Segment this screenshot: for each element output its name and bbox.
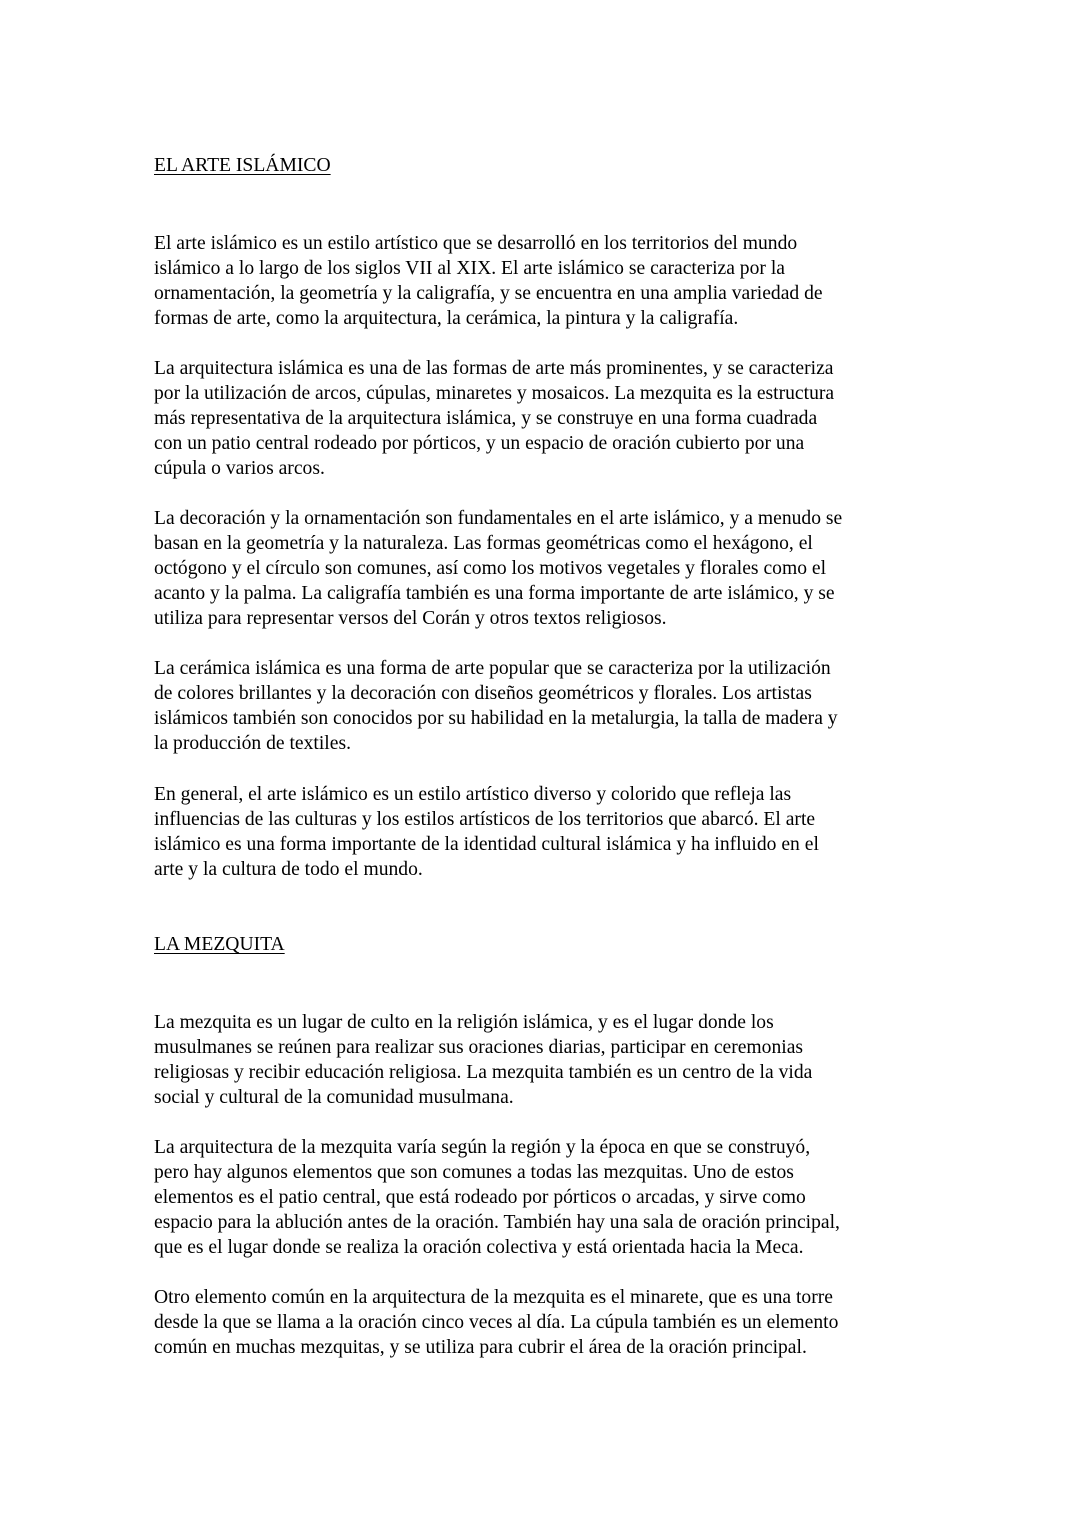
text-line: influencias de las culturas y los estilos artísticos de los territorios que abarcó. El arte [154,809,816,830]
text-line: con un patio central rodeado por pórticos, y un espacio de oración cubierto por una [154,433,805,454]
paragraph [154,656,838,756]
text-line: islámico a lo largo de los siglos VII al XIX. El arte islámico se caracteriza por la [154,258,785,279]
text-line: arte y la cultura de todo el mundo. [154,859,423,880]
text-line: ornamentación, la geometría y la caligrafía, y se encuentra en una amplia variedad de [154,283,823,304]
text-line: por la utilización de arcos, cúpulas, minaretes y mosaicos. La mezquita es la estructura [154,383,835,404]
text-line: islámico es una forma importante de la identidad cultural islámica y ha influido en el [154,834,819,855]
text-line: religiosas y recibir educación religiosa. La mezquita también es un centro de la vida [154,1062,813,1083]
paragraph [154,231,823,331]
paragraph [154,1010,812,1110]
text-line: utiliza para representar versos del Corán y otros textos religiosos. [154,608,667,629]
paragraph [154,1285,838,1360]
text-line: Otro elemento común en la arquitectura de la mezquita es el minarete, que es una torre [154,1287,833,1308]
paragraph [154,506,842,631]
text-line: En general, el arte islámico es un estilo artístico diverso y colorido que refleja las [154,784,792,805]
text-line: social y cultural de la comunidad musulmana. [154,1087,514,1108]
text-line: elementos es el patio central, que está rodeado por pórticos o arcadas, y sirve como [154,1187,806,1208]
text-line: El arte islámico es un estilo artístico que se desarrolló en los territorios del mundo [154,233,798,254]
text-line: formas de arte, como la arquitectura, la cerámica, la pintura y la caligrafía. [154,308,739,329]
text-line: que es el lugar donde se realiza la oración colectiva y está orientada hacia la Meca. [154,1237,804,1258]
paragraph [154,782,819,882]
text-line: común en muchas mezquitas, y se utiliza para cubrir el área de la oración principal. [154,1337,807,1358]
text-line: basan en la geometría y la naturaleza. Las formas geométricas como el hexágono, el [154,533,813,554]
section-title-mezquita: LA MEZQUITA [154,934,285,955]
text-line: La cerámica islámica es una forma de arte popular que se caracteriza por la utilización [154,658,831,679]
text-line: octógono y el círculo son comunes, así como los motivos vegetales y florales como el [154,558,827,579]
text-line: acanto y la palma. La caligrafía también es una forma importante de arte islámico, y se [154,583,835,604]
text-line: musulmanes se reúnen para realizar sus oraciones diarias, participar en ceremonias [154,1037,804,1058]
section-title-arte-islamico: EL ARTE ISLÁMICO [154,155,331,176]
text-line: desde la que se llama a la oración cinco veces al día. La cúpula también es un elemento [154,1312,839,1333]
text-line: islámicos también son conocidos por su habilidad en la metalurgia, la talla de madera y [154,708,838,729]
text-line: La mezquita es un lugar de culto en la religión islámica, y es el lugar donde los [154,1012,774,1033]
text-line: La arquitectura islámica es una de las formas de arte más prominentes, y se caracteriza [154,358,834,379]
text-line: espacio para la ablución antes de la oración. También hay una sala de oración principal, [154,1212,840,1233]
text-line: La decoración y la ornamentación son fundamentales en el arte islámico, y a menudo se [154,508,843,529]
text-line: La arquitectura de la mezquita varía según la región y la época en que se construyó, [154,1137,811,1158]
paragraph [154,356,834,481]
text-line: pero hay algunos elementos que son comunes a todas las mezquitas. Uno de estos [154,1162,794,1183]
text-line: cúpula o varios arcos. [154,458,325,479]
text-line: más representativa de la arquitectura islámica, y se construye en una forma cuadrada [154,408,818,429]
paragraph [154,1135,840,1260]
text-line: la producción de textiles. [154,733,351,754]
text-line: de colores brillantes y la decoración con diseños geométricos y florales. Los artistas [154,683,812,704]
